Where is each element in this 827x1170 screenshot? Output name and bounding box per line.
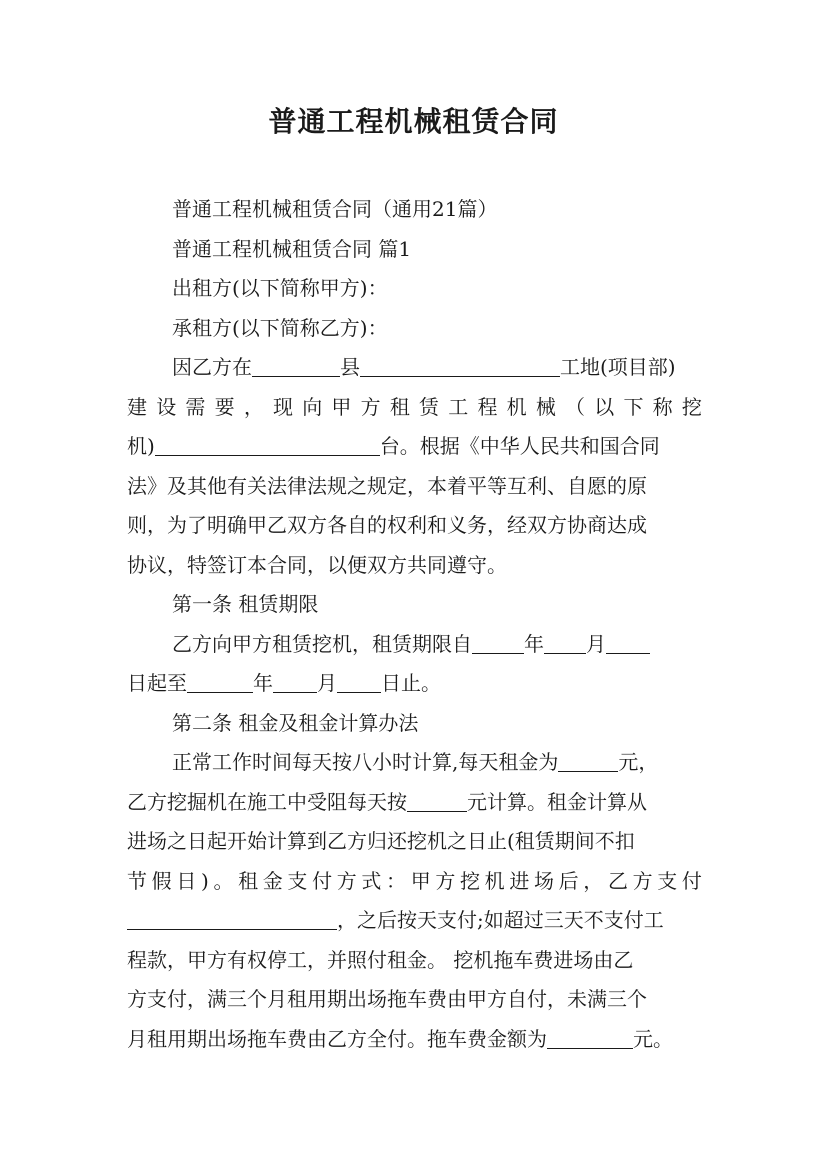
text-segment: 乙方挖掘机在施工中受阻每天按: [127, 789, 407, 814]
lessor-line: 出租方(以下简称甲方)：: [172, 276, 388, 300]
paragraph-line: [127, 348, 702, 388]
county-blank: [252, 354, 340, 377]
char: 进: [509, 868, 530, 893]
section-heading: 普通工程机械租赁合同 篇1: [172, 236, 412, 261]
char: ): [200, 868, 209, 893]
char: 支: [287, 868, 308, 893]
char: 乙: [607, 868, 628, 893]
daily-rent-blank: [558, 749, 618, 772]
text-segment: ，之后按天支付;如超过三天不支付工: [337, 908, 664, 932]
char: 金: [262, 868, 283, 893]
char: 以: [594, 394, 615, 419]
char: 甲: [410, 868, 431, 893]
char: 甲: [331, 394, 352, 419]
start-day-blank: [606, 631, 650, 654]
char: 现: [273, 394, 294, 419]
char: 。: [213, 868, 234, 893]
text-segment: 台。根据《中华人民共和国合同: [379, 434, 660, 458]
site-blank: [360, 354, 560, 377]
text-segment: 县: [340, 355, 360, 379]
char: 租: [238, 868, 259, 893]
paragraph-line: [127, 1020, 702, 1060]
char: 节: [127, 868, 147, 893]
char: 挖: [460, 868, 480, 893]
end-day-blank: [337, 670, 381, 693]
text-segment: 元计算。租金计算从: [467, 789, 647, 814]
paragraph-line: [127, 664, 702, 704]
text-segment: 日止。: [381, 671, 441, 695]
char: 工: [448, 394, 469, 419]
char: 需: [185, 394, 206, 419]
char: 机: [484, 868, 505, 893]
text-segment: 机): [127, 434, 155, 458]
char: 建: [127, 394, 147, 419]
justified-line: [127, 388, 702, 428]
paragraph-line: [127, 625, 702, 665]
char: 方: [435, 868, 456, 893]
paragraph-line: 法》及其他有关法律法规之规定，本着平等互利、自愿的原: [127, 473, 647, 498]
payment-blank: [127, 907, 337, 930]
char: 称: [652, 394, 673, 419]
text-segment: 月: [317, 671, 337, 695]
document-title: 普通工程机械租赁合同: [268, 105, 559, 138]
machine-count-blank: [155, 433, 380, 456]
text-segment: 乙方向甲方租赁挖机，租赁期限自: [172, 631, 472, 656]
towing-fee-blank: [547, 1026, 633, 1049]
text-segment: 元，: [618, 750, 659, 774]
char: 方: [336, 868, 357, 893]
char: 程: [477, 394, 498, 419]
char: 场: [533, 868, 554, 893]
document-body: [127, 190, 702, 1059]
char: 设: [156, 394, 177, 419]
article-heading: 第一条 租赁期限: [172, 592, 319, 616]
text-segment: 年: [253, 671, 273, 695]
justified-line: [127, 862, 702, 902]
text-segment: 工地(项目部): [560, 355, 676, 379]
char: 下: [623, 394, 644, 419]
char: 假: [151, 868, 172, 893]
char: ：: [386, 868, 407, 893]
text-segment: 因乙方在: [172, 355, 252, 379]
article-heading: 第二条 租金及租金计算办法: [172, 710, 419, 735]
char: 付: [312, 868, 333, 893]
text-segment: 正常工作时间每天按八小时计算,每天租金为: [172, 750, 559, 774]
start-month-blank: [544, 631, 586, 654]
paragraph-line: 方支付，满三个月租用期出场拖车费由甲方自付，未满三个: [127, 987, 647, 1011]
subtitle-line: 普通工程机械租赁合同（通用21篇）: [172, 197, 498, 221]
paragraph-line: [127, 743, 702, 783]
paragraph-line: [127, 901, 702, 941]
char: 式: [361, 868, 382, 893]
text-segment: 月租用期出场拖车费由乙方全付。拖车费金额为: [127, 1026, 547, 1051]
char: （: [565, 394, 586, 419]
obstructed-rate-blank: [407, 789, 467, 812]
paragraph-line: 进场之日起开始计算到乙方归还挖机之日止(租赁期间不扣: [127, 829, 635, 853]
paragraph-line: [127, 783, 702, 823]
text-segment: 元。: [633, 1026, 673, 1051]
char: 械: [535, 394, 556, 419]
char: 后: [558, 868, 579, 893]
char: 方: [632, 868, 653, 893]
text-segment: 月: [586, 631, 606, 656]
char: 赁: [419, 394, 440, 419]
char: ，: [243, 394, 264, 419]
char: 要: [214, 394, 235, 419]
paragraph-line: 协议，特签订本合同，以便双方共同遵守。: [127, 552, 507, 577]
char: 挖: [681, 394, 702, 419]
text-segment: 年: [524, 631, 544, 656]
paragraph-line: [127, 427, 702, 467]
char: 付: [681, 868, 702, 893]
text-segment: 日起至: [127, 671, 187, 695]
char: 方: [360, 394, 381, 419]
char: ，: [583, 868, 604, 893]
paragraph-line: 则，为了明确甲乙双方各自的权利和义务，经双方协商达成: [127, 513, 647, 537]
lessee-line: 承租方(以下简称乙方)：: [172, 315, 388, 340]
char: 向: [302, 394, 323, 419]
char: 租: [389, 394, 410, 419]
end-year-blank: [187, 670, 253, 693]
char: 支: [657, 868, 678, 893]
paragraph-line: 程款，甲方有权停工，并照付租金。 挖机拖车费进场由乙: [127, 947, 634, 972]
end-month-blank: [273, 670, 317, 693]
char: 机: [506, 394, 527, 419]
char: 日: [176, 868, 197, 893]
start-year-blank: [472, 631, 524, 654]
